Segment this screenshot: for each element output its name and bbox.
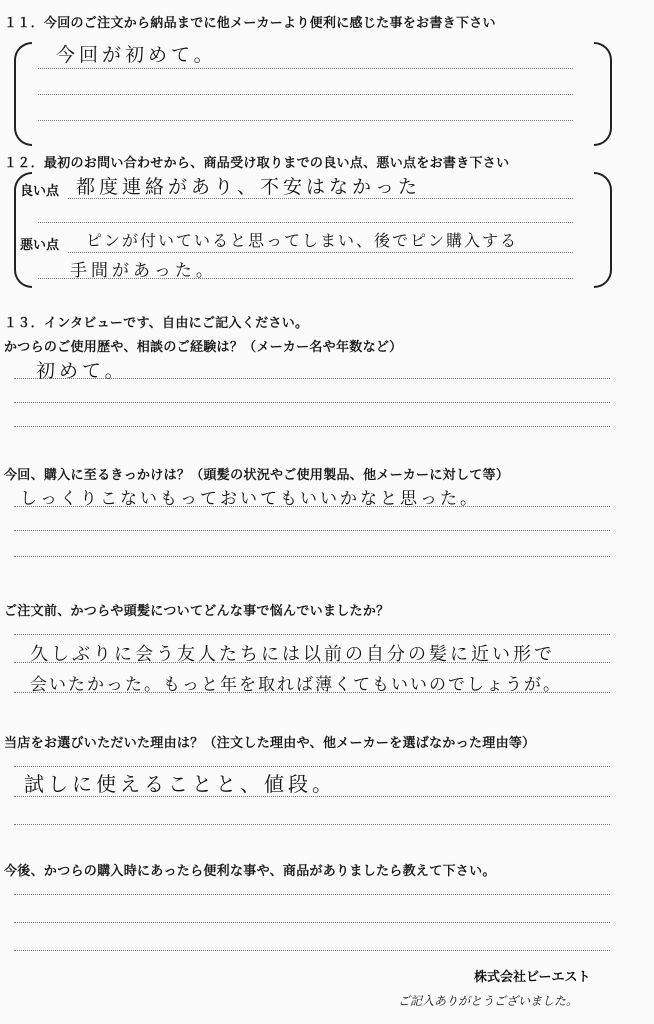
answer-line <box>14 506 610 507</box>
answer-line <box>14 922 610 923</box>
thank-you-note: ご記入ありがとうございました。 <box>398 994 579 1008</box>
answer-line <box>14 530 610 531</box>
answer-line <box>14 796 610 797</box>
trigger-answer: しっくりこないもっておいてもいいかなと思った。 <box>20 489 480 509</box>
q11-title: １１．今回のご注文から納品までに他メーカーより便利に感じた事をお書き下さい <box>4 16 496 31</box>
q11-bracket-right <box>594 42 612 146</box>
answer-line <box>14 692 610 693</box>
good-point-answer: 都度連絡があり、不安はなかった <box>76 176 422 198</box>
trigger-question: 今回、購入に至るきっかけは？（頭髪の状況やご使用製品、他メーカーに対して等） <box>4 468 510 483</box>
answer-line <box>14 426 610 427</box>
q12-title: １２．最初のお問い合わせから、商品受け取りまでの良い点、悪い点をお書き下さい <box>4 156 510 171</box>
answer-line <box>38 68 573 69</box>
worry-answer-line-2: 会いたかった。もっと年を取れば薄くてもいいのでしょうが。 <box>30 675 562 695</box>
bad-point-answer-line-1: ピンが付いていると思ってしまい、後でピン購入する <box>86 231 519 250</box>
answer-line <box>14 402 610 403</box>
answer-line <box>14 378 610 379</box>
q12-bracket-right <box>594 172 612 288</box>
answer-line <box>14 894 610 895</box>
worry-answer-line-1: 久しぶりに会う友人たちには以前の自分の髪に近い形で <box>30 644 555 665</box>
answer-line <box>38 278 573 279</box>
answer-line <box>14 634 610 635</box>
answer-line <box>38 222 573 223</box>
q13-title: １３．インタビューです、自由にご記入ください。 <box>4 316 309 331</box>
answer-line <box>38 120 573 121</box>
wish-question: 今後、かつらの購入時にあったら便利な事や、商品がありましたら教えて下さい。 <box>4 864 496 879</box>
answer-line <box>14 662 610 663</box>
answer-line <box>14 766 610 767</box>
q11-bracket-left <box>14 42 32 146</box>
answer-line <box>68 198 573 199</box>
answer-line <box>68 252 573 253</box>
worry-question: ご注文前、かつらや頭髪についてどんな事で悩んでいましたか？ <box>4 604 390 619</box>
answer-line <box>14 950 610 951</box>
answer-line <box>14 824 610 825</box>
reason-answer: 試しに使えることと、値段。 <box>24 772 336 796</box>
company-name: 株式会社ビーエスト <box>474 970 591 985</box>
history-question: かつらのご使用歴や、相談のご経験は？（メーカー名や年数など） <box>4 340 403 355</box>
bad-point-label: 悪い点 <box>20 238 60 253</box>
good-point-label: 良い点 <box>20 184 60 199</box>
answer-line <box>38 94 573 95</box>
q11-answer: 今回が初めて。 <box>56 44 217 66</box>
history-answer: 初めて。 <box>36 360 128 382</box>
answer-line <box>14 556 610 557</box>
bad-point-answer-line-2: 手間があった。 <box>70 261 217 281</box>
reason-question: 当店をお選びいただいた理由は？（注文した理由や、他メーカーを選ばなかった理由等） <box>4 736 536 751</box>
